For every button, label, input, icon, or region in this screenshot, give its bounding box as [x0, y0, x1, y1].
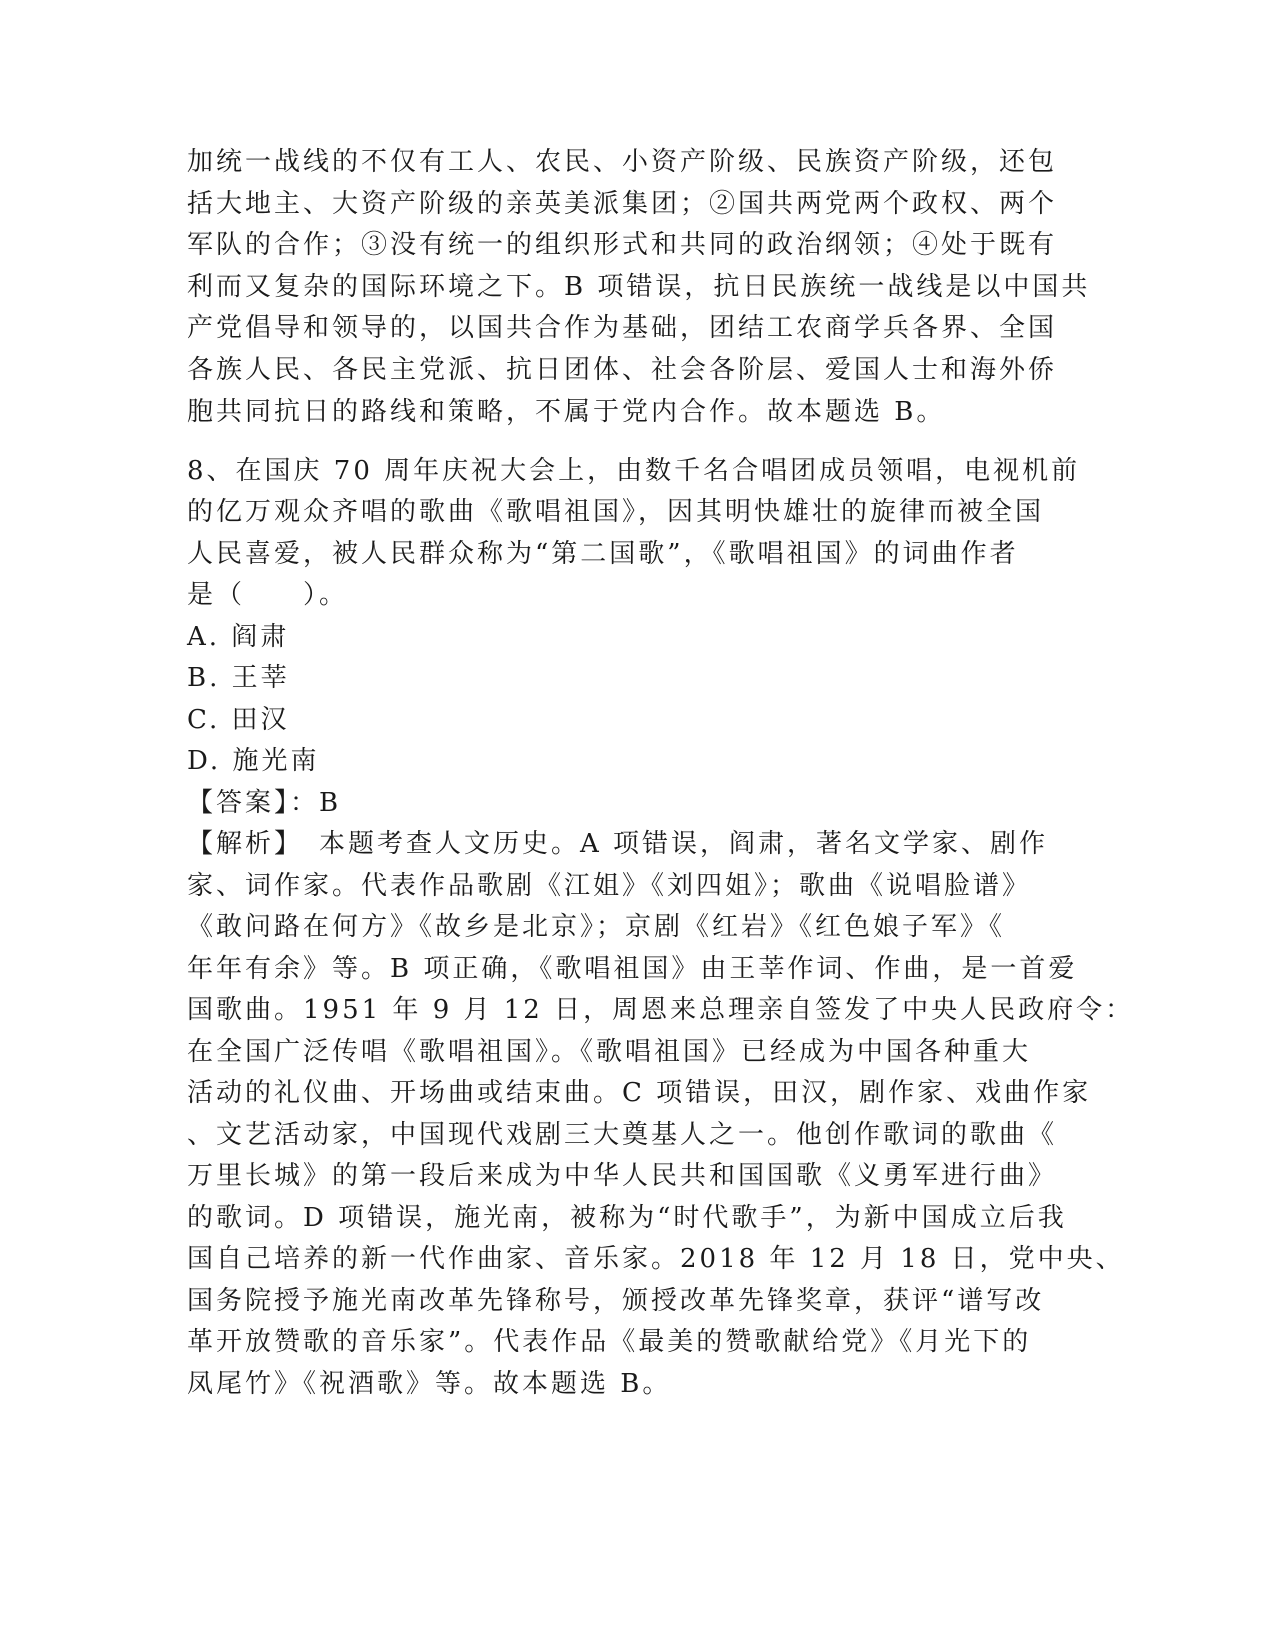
question-stem-line: 是（ ）。 — [187, 580, 349, 610]
explanation-line: 国务院授予施光南改革先锋称号，颁授改革先锋奖章，获评“谱写改 — [187, 1286, 1045, 1316]
explanation-line: 、文艺活动家，中国现代戏剧三大奠基人之一。他创作歌词的歌曲《 — [187, 1120, 1058, 1150]
previous-explanation-line: 胞共同抗日的路线和策略，不属于党内合作。故本题选 B。 — [187, 397, 946, 427]
explanation-line: 革开放赞歌的音乐家”。代表作品《最美的赞歌献给党》《月光下的 — [187, 1327, 1032, 1357]
explanation-line: 年年有余》等。B 项正确，《歌唱祖国》由王莘作词、作曲，是一首爱 — [187, 954, 1078, 984]
option-d: D. 施光南 — [187, 746, 320, 776]
explanation-line: 国歌曲。1951 年 9 月 12 日，周恩来总理亲自签发了中央人民政府令： — [187, 995, 1135, 1025]
question-stem-line: 人民喜爱，被人民群众称为“第二国歌”，《歌唱祖国》的词曲作者 — [187, 539, 1019, 569]
previous-explanation-line: 各族人民、各民主党派、抗日团体、社会各阶层、爱国人士和海外侨 — [187, 355, 1058, 385]
option-b: B. 王莘 — [187, 663, 290, 693]
explanation-line: 在全国广泛传唱《歌唱祖国》。《歌唱祖国》已经成为中国各种重大 — [187, 1037, 1032, 1067]
explanation-line: 凤尾竹》《祝酒歌》等。故本题选 B。 — [187, 1369, 672, 1399]
previous-explanation-line: 利而又复杂的国际环境之下。B 项错误，抗日民族统一战线是以中国共 — [187, 272, 1091, 302]
previous-explanation-line: 加统一战线的不仅有工人、农民、小资产阶级、民族资产阶级，还包 — [187, 147, 1058, 177]
explanation-line: 国自己培养的新一代作曲家、音乐家。2018 年 12 月 18 日，党中央、 — [187, 1244, 1125, 1274]
explanation-line: 【解析】 本题考查人文历史。A 项错误，阎肃，著名文学家、剧作 — [187, 829, 1049, 859]
explanation-line: 万里长城》的第一段后来成为中华人民共和国国歌《义勇军进行曲》 — [187, 1161, 1058, 1191]
previous-explanation-line: 括大地主、大资产阶级的亲英美派集团；②国共两党两个政权、两个 — [187, 189, 1058, 219]
explanation-line: 活动的礼仪曲、开场曲或结束曲。C 项错误，田汉，剧作家、戏曲作家 — [187, 1078, 1092, 1108]
question-stem-line: 的亿万观众齐唱的歌曲《歌唱祖国》，因其明快雄壮的旋律而被全国 — [187, 497, 1045, 527]
explanation-line: 家、词作家。代表作品歌剧《江姐》《刘四姐》；歌曲《说唱脸谱》 — [187, 871, 1032, 901]
previous-explanation-line: 产党倡导和领导的，以国共合作为基础，团结工农商学兵各界、全国 — [187, 313, 1058, 343]
option-c: C. 田汉 — [187, 705, 290, 735]
answer-line: 【答案】：B — [187, 788, 342, 818]
explanation-line: 《敢问路在何方》《故乡是北京》；京剧《红岩》《红色娘子军》《 — [187, 912, 1006, 942]
explanation-line: 的歌词。D 项错误，施光南，被称为“时代歌手”，为新中国成立后我 — [187, 1203, 1067, 1233]
option-a: A. 阎肃 — [187, 622, 290, 652]
previous-explanation-line: 军队的合作；③没有统一的组织形式和共同的政治纲领；④处于既有 — [187, 230, 1058, 260]
question-stem-line: 8、在国庆 70 周年庆祝大会上，由数千名合唱团成员领唱，电视机前 — [187, 456, 1081, 486]
